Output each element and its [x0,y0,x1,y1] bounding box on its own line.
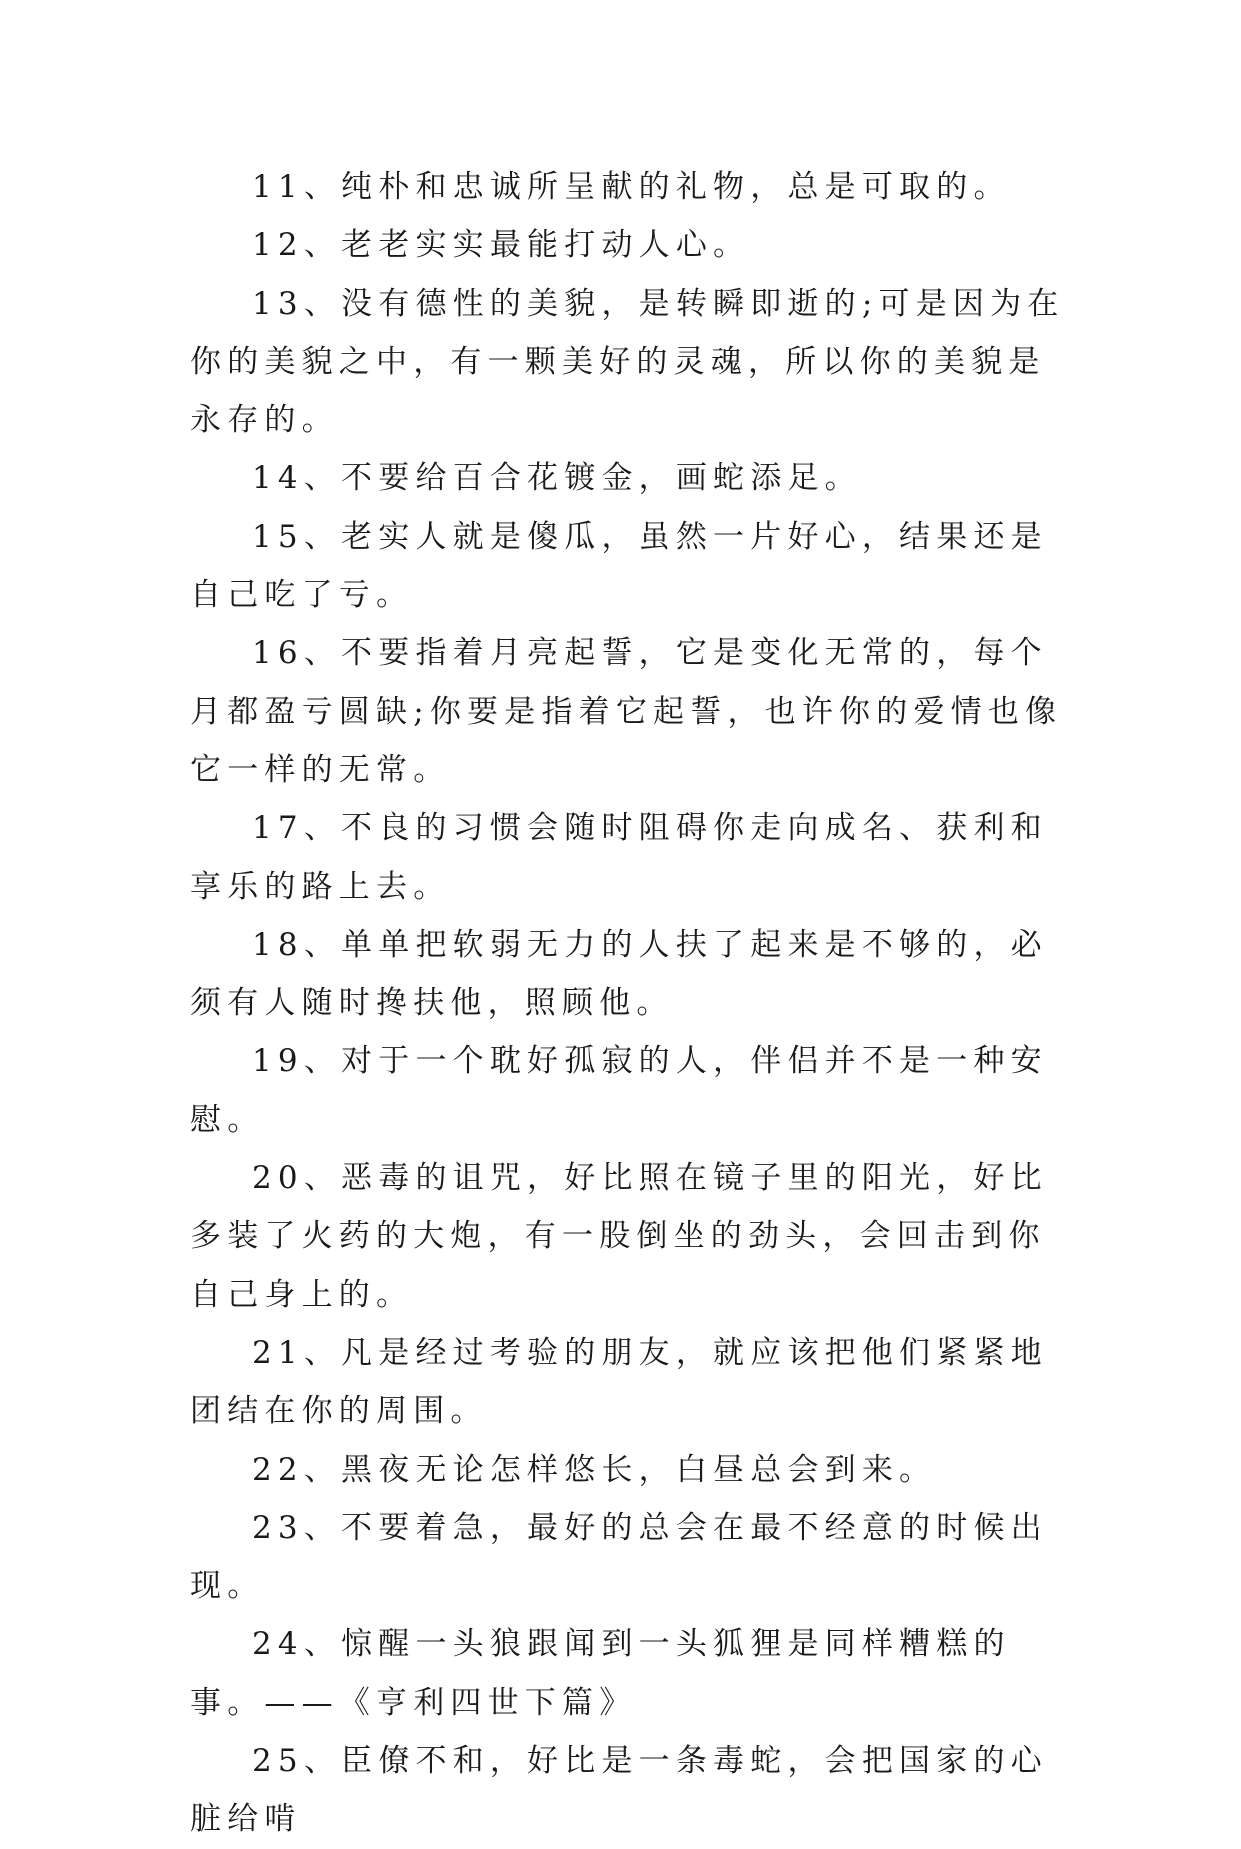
quote-paragraph-13: 13、没有德性的美貌，是转瞬即逝的;可是因为在你的美貌之中，有一颗美好的灵魂，所以你的美貌是永存的。 [190,285,1065,439]
document-body [190,158,1070,1849]
quote-paragraph-19: 19、对于一个耽好孤寂的人，伴侣并不是一种安慰。 [190,1043,1048,1138]
quote-paragraph-23: 23、不要着急，最好的总会在最不经意的时候出现。 [190,1509,1048,1605]
quote-paragraph-24: 24、惊醒一头狼跟闻到一头狐狸是同样糟糕的事。——《亨利四世下篇》 [190,1626,1011,1721]
quote-paragraph-16: 16、不要指着月亮起誓，它是变化无常的，每个月都盈亏圆缺;你要是指着它起誓，也许你的爱情也像它一样的无常。 [190,635,1063,788]
quote-paragraph-25: 25、臣僚不和，好比是一条毒蛇，会把国家的心脏给啃 [190,1743,1048,1838]
quote-paragraph-20: 20、恶毒的诅咒，好比照在镜子里的阳光，好比多装了火药的大炮，有一股倒坐的劲头，会回击到你自己身上的。 [190,1160,1048,1313]
quote-paragraph-21: 21、凡是经过考验的朋友，就应该把他们紧紧地团结在你的周围。 [190,1334,1048,1430]
quote-paragraph-22: 22、黑夜无论怎样悠长，白昼总会到来。 [252,1451,937,1488]
quote-paragraph-18: 18、单单把软弱无力的人扶了起来是不够的，必须有人随时搀扶他，照顾他。 [190,926,1048,1022]
quote-paragraph-15: 15、老实人就是傻瓜，虽然一片好心，结果还是自己吃了亏。 [190,518,1048,614]
quote-paragraph-14: 14、不要给百合花镀金，画蛇添足。 [252,460,862,497]
quote-paragraph-12: 12、老老实实最能打动人心。 [252,227,751,264]
quote-paragraph-11: 11、纯朴和忠诚所呈献的礼物，总是可取的。 [252,169,1011,205]
quote-paragraph-17: 17、不良的习惯会随时阻碍你走向成名、获利和享乐的路上去。 [190,810,1048,905]
